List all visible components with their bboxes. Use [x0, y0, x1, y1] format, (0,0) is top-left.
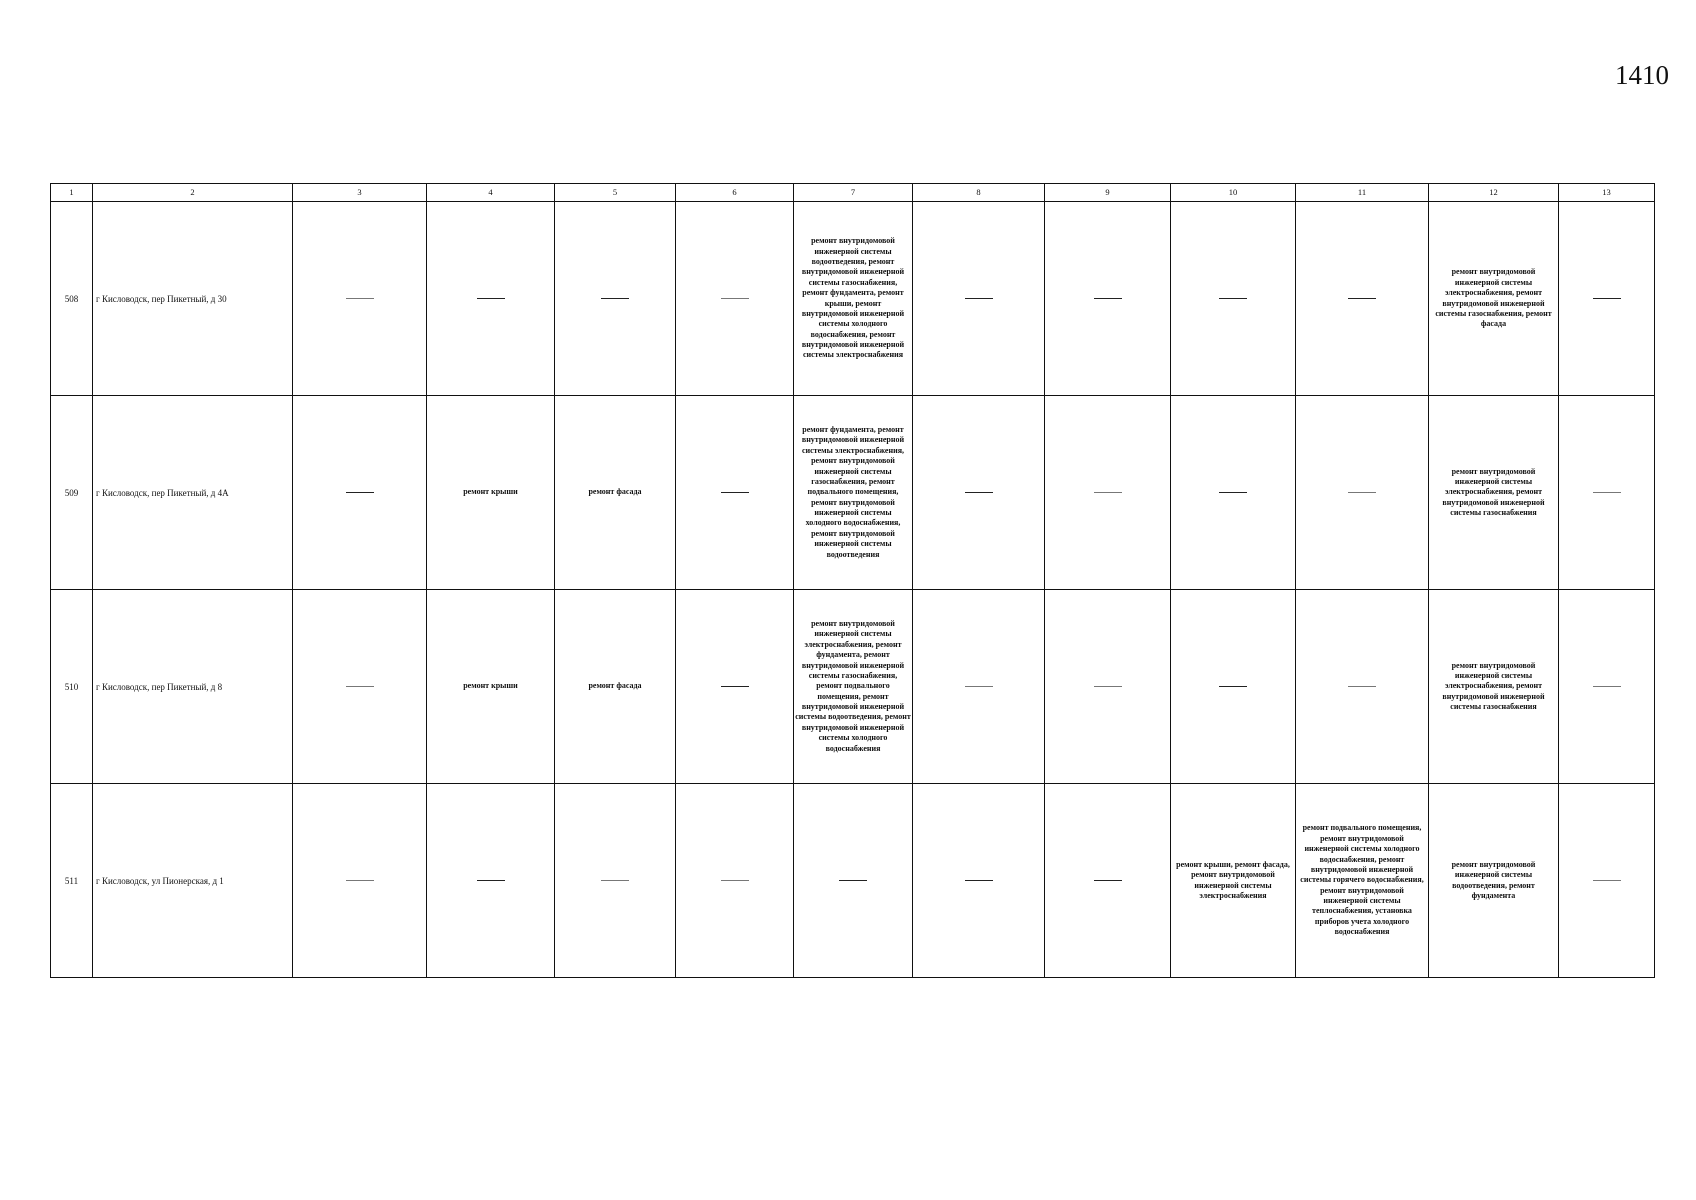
dash-mark — [721, 492, 749, 493]
dash-mark — [721, 298, 749, 299]
dash-mark — [1348, 686, 1376, 687]
dash-mark — [1219, 686, 1247, 687]
empty-cell — [1559, 784, 1655, 978]
work-cell: ремонт внутридомовой инженерной системы электроснабжения, ремонт внутридомовой инженерной системы газоснабжения — [1429, 396, 1559, 590]
dash-mark — [1094, 686, 1122, 687]
column-header: 7 — [794, 184, 913, 202]
work-cell: ремонт фасада — [555, 396, 676, 590]
row-number: 509 — [51, 396, 93, 590]
work-cell: ремонт внутридомовой инженерной системы электроснабжения, ремонт фундамента, ремонт внутридомовой инженерной системы газоснабжения, ремонт подвального помещения, ремонт внутридомовой инженерной системы водоотведения, ремонт внутридомовой инженерной системы холодного водоснабжения — [794, 590, 913, 784]
empty-cell — [555, 784, 676, 978]
work-cell: ремонт фасада — [555, 590, 676, 784]
empty-cell — [913, 396, 1045, 590]
column-header: 6 — [676, 184, 794, 202]
work-cell: ремонт крыши, ремонт фасада, ремонт внутридомовой инженерной системы электроснабжения — [1171, 784, 1296, 978]
dash-mark — [1593, 880, 1621, 881]
dash-mark — [1219, 492, 1247, 493]
work-cell: ремонт подвального помещения, ремонт внутридомовой инженерной системы холодного водоснабжения, ремонт внутридомовой инженерной системы горячего водоснабжения, ремонт внутридомовой инженерной системы теплоснабжения, установка приборов учета холодного водоснабжения — [1296, 784, 1429, 978]
dash-mark — [721, 880, 749, 881]
column-header: 1 — [51, 184, 93, 202]
empty-cell — [676, 784, 794, 978]
dash-mark — [346, 492, 374, 493]
dash-mark — [1593, 686, 1621, 687]
dash-mark — [721, 686, 749, 687]
row-number: 510 — [51, 590, 93, 784]
empty-cell — [1045, 590, 1171, 784]
table-row — [51, 784, 1655, 978]
column-number-row — [51, 184, 1655, 202]
dash-mark — [965, 492, 993, 493]
empty-cell — [293, 202, 427, 396]
column-header: 2 — [93, 184, 293, 202]
dash-mark — [1593, 298, 1621, 299]
row-number: 511 — [51, 784, 93, 978]
dash-mark — [477, 880, 505, 881]
dash-mark — [839, 880, 867, 881]
dash-mark — [601, 298, 629, 299]
column-header: 8 — [913, 184, 1045, 202]
dash-mark — [1348, 298, 1376, 299]
column-header: 10 — [1171, 184, 1296, 202]
empty-cell — [293, 396, 427, 590]
dash-mark — [1593, 492, 1621, 493]
empty-cell — [1559, 202, 1655, 396]
empty-cell — [1171, 590, 1296, 784]
work-cell: ремонт внутридомовой инженерной системы водоотведения, ремонт внутридомовой инженерной системы газоснабжения, ремонт фундамента, ремонт крыши, ремонт внутридомовой инженерной системы холодного водоснабжения, ремонт внутридомовой инженерной системы электроснабжения — [794, 202, 913, 396]
address-cell: г Кисловодск, пер Пикетный, д 4А — [93, 396, 293, 590]
empty-cell — [913, 590, 1045, 784]
dash-mark — [1219, 298, 1247, 299]
empty-cell — [1296, 202, 1429, 396]
empty-cell — [794, 784, 913, 978]
empty-cell — [913, 784, 1045, 978]
work-cell: ремонт крыши — [427, 590, 555, 784]
work-cell: ремонт внутридомовой инженерной системы электроснабжения, ремонт внутридомовой инженерной системы газоснабжения — [1429, 590, 1559, 784]
dash-mark — [965, 298, 993, 299]
column-header: 9 — [1045, 184, 1171, 202]
dash-mark — [965, 686, 993, 687]
column-header: 11 — [1296, 184, 1429, 202]
dash-mark — [346, 298, 374, 299]
empty-cell — [913, 202, 1045, 396]
table-row — [51, 202, 1655, 396]
column-header: 3 — [293, 184, 427, 202]
empty-cell — [1045, 202, 1171, 396]
empty-cell — [676, 590, 794, 784]
dash-mark — [965, 880, 993, 881]
dash-mark — [477, 298, 505, 299]
column-header: 13 — [1559, 184, 1655, 202]
dash-mark — [1094, 880, 1122, 881]
dash-mark — [601, 880, 629, 881]
empty-cell — [427, 784, 555, 978]
repair-plan-table — [50, 183, 1655, 978]
table-row — [51, 396, 1655, 590]
dash-mark — [346, 880, 374, 881]
empty-cell — [293, 784, 427, 978]
address-cell: г Кисловодск, пер Пикетный, д 8 — [93, 590, 293, 784]
page-number: 1410 — [1615, 60, 1669, 90]
column-header: 5 — [555, 184, 676, 202]
table-row — [51, 590, 1655, 784]
dash-mark — [1348, 492, 1376, 493]
empty-cell — [293, 590, 427, 784]
dash-mark — [1094, 298, 1122, 299]
empty-cell — [1171, 202, 1296, 396]
empty-cell — [1559, 396, 1655, 590]
address-cell: г Кисловодск, ул Пионерская, д 1 — [93, 784, 293, 978]
work-cell: ремонт внутридомовой инженерной системы водоотведения, ремонт фундамента — [1429, 784, 1559, 978]
work-cell: ремонт крыши — [427, 396, 555, 590]
empty-cell — [1296, 590, 1429, 784]
empty-cell — [676, 396, 794, 590]
empty-cell — [1045, 396, 1171, 590]
empty-cell — [676, 202, 794, 396]
row-number: 508 — [51, 202, 93, 396]
work-cell: ремонт внутридомовой инженерной системы электроснабжения, ремонт внутридомовой инженерной системы газоснабжения, ремонт фасада — [1429, 202, 1559, 396]
empty-cell — [1559, 590, 1655, 784]
empty-cell — [555, 202, 676, 396]
column-header: 4 — [427, 184, 555, 202]
empty-cell — [1296, 396, 1429, 590]
empty-cell — [1045, 784, 1171, 978]
address-cell: г Кисловодск, пер Пикетный, д 30 — [93, 202, 293, 396]
work-cell: ремонт фундамента, ремонт внутридомовой инженерной системы электроснабжения, ремонт внутридомовой инженерной системы газоснабжения, ремонт подвального помещения, ремонт внутридомовой инженерной системы холодного водоснабжения, ремонт внутридомовой инженерной системы водоотведения — [794, 396, 913, 590]
dash-mark — [1094, 492, 1122, 493]
column-header: 12 — [1429, 184, 1559, 202]
empty-cell — [427, 202, 555, 396]
dash-mark — [346, 686, 374, 687]
empty-cell — [1171, 396, 1296, 590]
